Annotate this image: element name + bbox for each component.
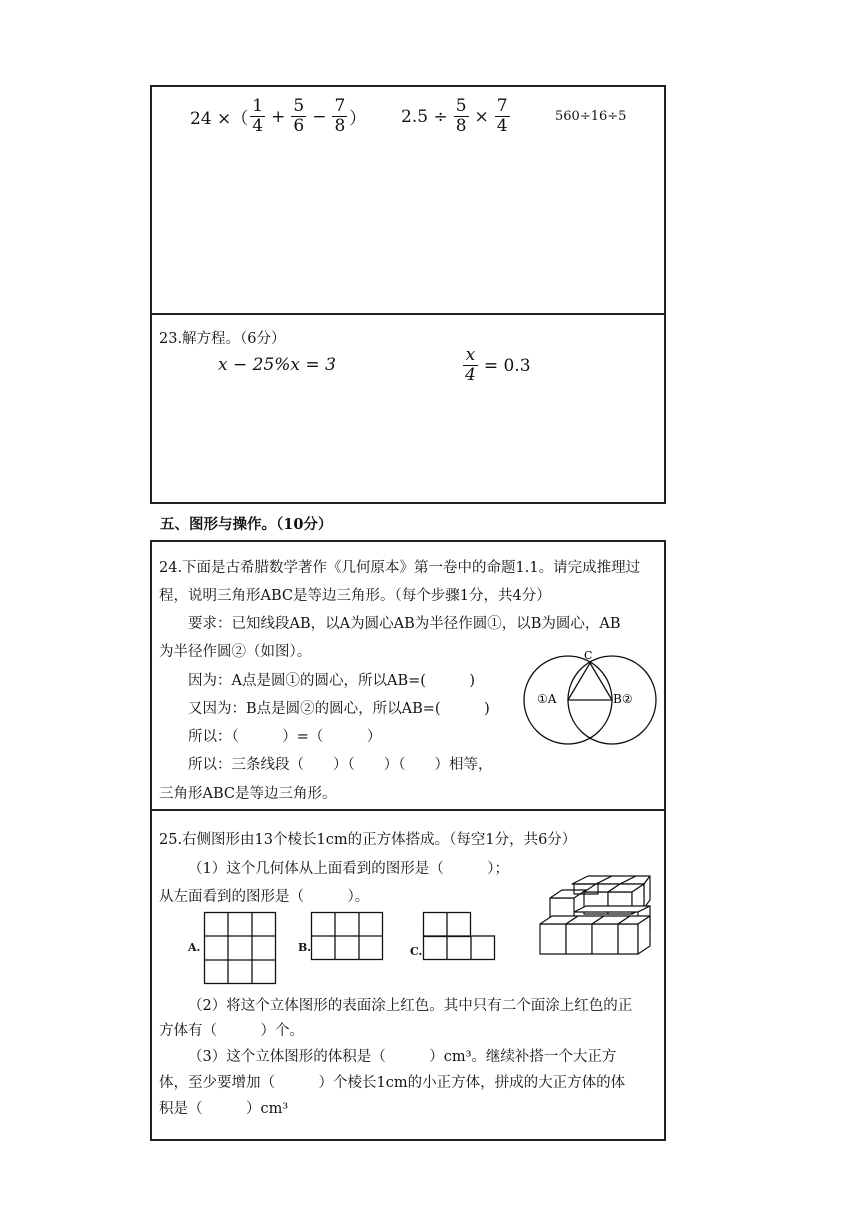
fraction: $\frac{5}{6}$ — [293, 96, 305, 136]
operator: − — [312, 106, 327, 127]
fraction: $\frac{7}{8}$ — [334, 96, 346, 136]
q25-p3c: 积是（ ）cm³ — [159, 1101, 289, 1117]
q25-title: 25.右侧图形由13个棱长1cm的正方体搭成。（每空1分，共6分） — [159, 832, 577, 848]
option-a-label: A. — [188, 941, 201, 954]
q22-expr2 — [401, 97, 512, 136]
q23-eq1: x − 25%x = 3 — [218, 355, 336, 375]
q24-line9: 三角形ABC是等边三角形。 — [159, 786, 337, 802]
expr1-tail: ） — [349, 109, 367, 129]
option-b-grid — [311, 912, 383, 960]
cube-stack-figure — [538, 872, 653, 960]
expr2-lead: 2.5 ÷ — [401, 106, 448, 127]
eq2-rhs: = 0.3 — [483, 355, 531, 376]
option-c-grid — [423, 912, 495, 960]
q22-expr1 — [190, 97, 366, 136]
q24-line2: 程，说明三角形ABC是等边三角形。（每个步骤1分，共4分） — [159, 588, 551, 604]
q22-expr3: 560÷16÷5 — [555, 109, 627, 124]
q24-line1: 24.下面是古希腊数学著作《几何原本》第一卷中的命题1.1。请完成推理过 — [159, 560, 641, 576]
q25-p3a: （3）这个立体图形的体积是（ ）cm³。继续补搭一个大正方 — [188, 1049, 617, 1065]
fraction: $\frac{7}{4}$ — [496, 96, 508, 136]
two-circles-figure — [520, 650, 660, 745]
q25-p2a: （2）将这个立体图形的表面涂上红色。其中只有二个面涂上红色的正 — [188, 998, 633, 1014]
q23-eq2 — [461, 346, 531, 385]
q24-line7: 所以：（ ）=（ ） — [188, 729, 382, 745]
q23-title: 23.解方程。（6分） — [159, 331, 286, 347]
q24-line6: 又因为：B点是圆②的圆心，所以AB=( ) — [188, 701, 490, 717]
label-c: C — [584, 649, 593, 662]
label-b: B② — [613, 692, 633, 706]
q25-p3b: 体，至少要增加（ ）个棱长1cm的小正方体，拼成的大正方体的体 — [159, 1075, 626, 1091]
q25-p2b: 方体有（ ）个。 — [159, 1023, 304, 1039]
fraction: $\frac{x}{4}$ — [465, 345, 476, 385]
fraction: $\frac{1}{4}$ — [252, 96, 264, 136]
q25-p1b: 从左面看到的图形是（ ）。 — [159, 889, 370, 905]
section5-title: 五、图形与操作。（10分） — [160, 516, 333, 533]
option-a-grid — [204, 912, 276, 984]
q24-line5: 因为：A点是圆①的圆心，所以AB=( ) — [188, 673, 476, 689]
triangle-abc — [568, 663, 612, 700]
option-b-label: B. — [298, 941, 312, 954]
option-c-label: C. — [410, 945, 423, 958]
q24-line8: 所以：三条线段（ ）（ ）（ ）相等， — [188, 757, 493, 773]
q24-line4: 为半径作圆②（如图）。 — [159, 644, 312, 660]
operator: × — [474, 106, 489, 127]
label-a: ①A — [537, 692, 557, 706]
operator: + — [271, 106, 286, 127]
q25-p1a: （1）这个几何体从上面看到的图形是（ ）； — [188, 861, 509, 877]
q24-line3: 要求：已知线段AB，以A为圆心AB为半径作圆①，以B为圆心，AB — [188, 616, 621, 632]
fraction: $\frac{5}{8}$ — [455, 96, 467, 136]
expr1-lead: 24 ×（ — [190, 109, 249, 129]
